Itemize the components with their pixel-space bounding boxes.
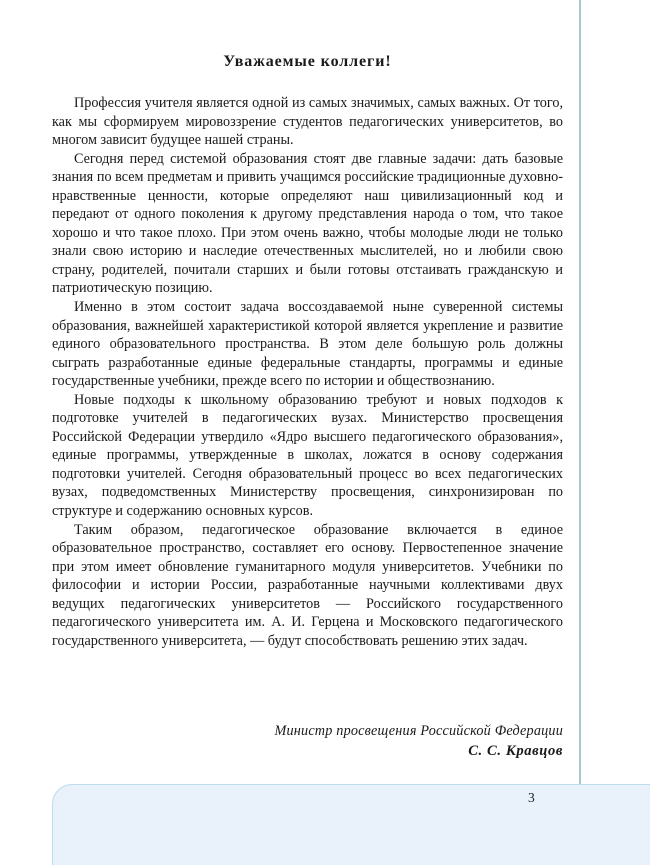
- body-paragraph-5: Таким образом, педагогическое образование включается в единое образовательное пространство, составляет его основу. Первостепенное значение при этом имеет обновление гуманитарного модуля университетов. Учебники по философии и истории России, разработанные научными коллективами двух ведущих педагогических университетов — Российского государственного педагогического университета им. А. И. Герцена и Московского педагогического государственного университета, — будут способствовать решению этих задач.: [52, 521, 563, 649]
- body-paragraph-1: Профессия учителя является одной из самых значимых, самых важных. От того, как мы сформируем мировоззрение студентов педагогических университетов, во многом зависит будущее нашей страны.: [52, 95, 563, 149]
- page-number: 3: [528, 790, 535, 805]
- page-margin-rule: [579, 0, 581, 785]
- body-paragraph-2: Сегодня перед системой образования стоят две главные задачи: дать базовые знания по всем предметам и привить учащимся российские традиционные духовно-нравственные ценности, которые определяют наш цивилизационный код и передают от одного поколения к другому представления народа о том, что такое хорошо и что такое плохо. При этом очень важно, чтобы молодые люди не только знали свою историю и наследие отечественных мыслителей, но и любили свою страну, родителей, почитали старших и были готовы отстаивать гражданскую и патриотическую позицию.: [52, 150, 563, 297]
- signature-role: Министр просвещения Российской Федерации: [274, 723, 563, 739]
- body-paragraph-4: Новые подходы к школьному образованию требуют и новых подходов к подготовке учителей в педагогических вузах. Министерство просвещения Российской Федерации утвердило «Ядро высшего педагогического образования», единые программы, утвержденные в школах, ложатся в основу содержания подготовки учителей. Сегодня образовательный процесс во всех педагогических вузах, подведомственных Министерству просвещения, синхронизирован по структуре и содержанию основных курсов.: [52, 391, 563, 520]
- page-title: Уважаемые коллеги!: [223, 53, 392, 70]
- document-body: [52, 52, 563, 650]
- body-paragraph-3: Именно в этом состоит задача воссоздаваемой ныне суверенной системы образования, важнейшей характеристикой которой является укрепление и развитие единого образовательного пространства. В этом деле большую роль должны сыграть разработанные единые федеральные стандарты, программы и единые государственные учебники, прежде всего по истории и обществознанию.: [52, 299, 563, 390]
- signature-name: С. С. Кравцов: [468, 743, 563, 759]
- signature-block: [52, 722, 563, 761]
- footer-decorative-band: [52, 784, 650, 865]
